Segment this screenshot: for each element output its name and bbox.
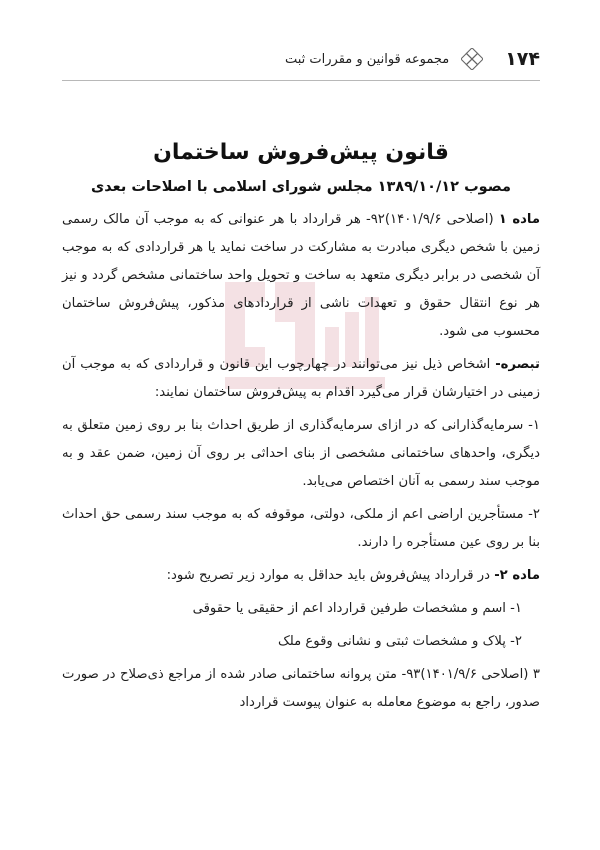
law-title: قانون پیش‌فروش ساختمان bbox=[153, 140, 449, 165]
article-1 bbox=[62, 206, 540, 346]
note-item: ۱- سرمایه‌گذارانی که در ازای سرمایه‌گذاری از طریق احداث بنا بر روی زمین متعلق به دیگری، واحدهای ساختمانی مشخصی از بنای احداثی بر روی آن زمین، ضمن عقد و به موجب سند رسمی به آنان اختصاص می‌یابد. bbox=[62, 418, 540, 489]
article-2-item: ۱- اسم و مشخصات طرفین قرارداد اعم از حقیقی یا حقوقی bbox=[192, 601, 522, 616]
article-2-item: ۲- پلاک و مشخصات ثبتی و نشانی وقوع ملک bbox=[278, 634, 522, 649]
note-text: اشخاص ذیل نیز می‌توانند در چهارچوب این قانون و قراردادی که به موجب آن زمینی در اختیارشان قرار می‌گیرد اقدام به پیش‌فروش ساختمان نمایند: bbox=[62, 357, 540, 400]
law-subtitle: مصوب ۱۳۸۹/۱۰/۱۲ مجلس شورای اسلامی با اصلاحات بعدی bbox=[90, 179, 511, 195]
law-body bbox=[62, 206, 540, 722]
page-number: ۱۷۴ bbox=[505, 48, 540, 70]
article-1-label: ماده ۱ bbox=[498, 212, 540, 227]
article-2-text: در قرارداد پیش‌فروش باید حداقل به موارد زیر تصریح شود: bbox=[166, 568, 495, 583]
book-title: مجموعه قوانین و مقررات ثبت bbox=[284, 51, 450, 67]
note-label: تبصره- bbox=[495, 357, 540, 372]
article-1-text: (اصلاحی ۱۴۰۱/۹/۶)۹۲- هر قرارداد با هر عنوانی که به موجب آن مالک رسمی زمین با شخص دیگری مبادرت به مشارکت در ساخت نماید یا هر قراردادی که به موجب آن شخصی در برابر دیگری متعهد به ساخت و تحویل واحد ساختمانی مشخص گردد و نیز هر نوع انتقال حقوق و تعهدات ناشی از قراردادهای مذکور، پیش‌فروش ساختمان محسوب می شود. bbox=[62, 212, 540, 339]
article-2-item: ۳ (اصلاحی ۱۴۰۱/۹/۶)۹۳- متن پروانه ساختمانی صادر شده از مراجع ذی‌صلاح در صورت صدور، راجع به موضوع معامله به عنوان پیوست قرارداد bbox=[62, 667, 540, 710]
diamond-ornament-icon bbox=[461, 48, 483, 70]
note bbox=[62, 351, 540, 407]
article-2-label: ماده ۲- bbox=[494, 568, 540, 583]
note-item: ۲- مستأجرین اراضی اعم از ملکی، دولتی، موقوفه که به موجب سند رسمی حق احداث بنا بر روی عین مستأجره را دارند. bbox=[62, 507, 540, 550]
article-2 bbox=[62, 562, 540, 590]
page-header bbox=[62, 44, 540, 74]
header-divider bbox=[62, 80, 540, 81]
